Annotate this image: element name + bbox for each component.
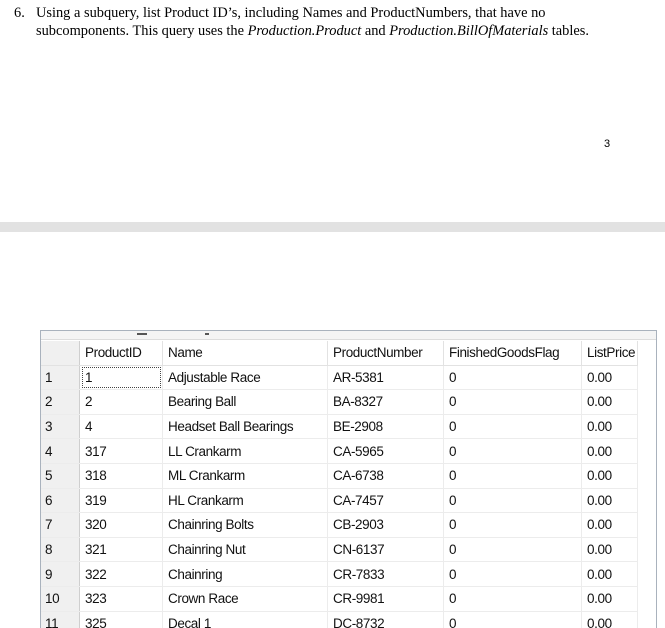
cell-productnumber[interactable]: CN-6137 [328, 537, 444, 562]
cell-listprice[interactable]: 0.00 [582, 488, 638, 513]
cell-listprice[interactable]: 0.00 [582, 513, 638, 538]
cell-listprice[interactable]: 0.00 [582, 463, 638, 488]
row-number[interactable]: 3 [41, 414, 80, 439]
cell-productid[interactable]: 325 [80, 611, 163, 628]
table-name-bill-of-materials: Production.BillOfMaterials [389, 23, 549, 39]
cell-productnumber[interactable]: CR-9981 [328, 586, 444, 611]
table-row[interactable] [41, 611, 638, 628]
cell-listprice[interactable]: 0.00 [582, 562, 638, 587]
header-row [41, 341, 638, 365]
cell-listprice[interactable]: 0.00 [582, 439, 638, 464]
row-number[interactable]: 1 [41, 365, 80, 390]
row-number-header[interactable] [41, 341, 80, 365]
document-page [0, 0, 665, 222]
cell-finishedgoodsflag[interactable]: 0 [444, 611, 582, 628]
column-header-listprice[interactable]: ListPrice [582, 341, 638, 365]
cell-name[interactable]: Crown Race [163, 586, 328, 611]
cell-productnumber[interactable]: CA-7457 [328, 488, 444, 513]
cell-name[interactable]: Decal 1 [163, 611, 328, 628]
cell-finishedgoodsflag[interactable]: 0 [444, 586, 582, 611]
cell-productid[interactable]: 323 [80, 586, 163, 611]
table-row[interactable] [41, 537, 638, 562]
cell-name[interactable]: Chainring [163, 562, 328, 587]
page-number: 3 [604, 138, 611, 150]
question-text [36, 4, 636, 40]
cell-finishedgoodsflag[interactable]: 0 [444, 414, 582, 439]
column-header-productnumber[interactable]: ProductNumber [328, 341, 444, 365]
row-number[interactable]: 6 [41, 488, 80, 513]
grid-header-marker [137, 333, 147, 335]
cell-name[interactable]: Adjustable Race [163, 365, 328, 390]
cell-productnumber[interactable]: DC-8732 [328, 611, 444, 628]
cell-productid[interactable]: 321 [80, 537, 163, 562]
cell-productnumber[interactable]: CA-6738 [328, 463, 444, 488]
page-break [0, 222, 665, 232]
row-number[interactable]: 4 [41, 439, 80, 464]
cell-finishedgoodsflag[interactable]: 0 [444, 365, 582, 390]
cell-finishedgoodsflag[interactable]: 0 [444, 513, 582, 538]
cell-productid[interactable]: 1 [80, 365, 163, 390]
cell-listprice[interactable]: 0.00 [582, 586, 638, 611]
cell-name[interactable]: LL Crankarm [163, 439, 328, 464]
row-number[interactable]: 9 [41, 562, 80, 587]
cell-productid[interactable]: 4 [80, 414, 163, 439]
question-number: 6. [14, 5, 25, 21]
cell-listprice[interactable]: 0.00 [582, 390, 638, 415]
table-row[interactable] [41, 488, 638, 513]
cell-productnumber[interactable]: BE-2908 [328, 414, 444, 439]
question-text-prefix: Using a subquery, list Product ID’s, including Names and ProductNumbers, that have no subcomponents. This query uses the [36, 5, 546, 39]
cell-productnumber[interactable]: CA-5965 [328, 439, 444, 464]
table-row[interactable] [41, 463, 638, 488]
table-row[interactable] [41, 513, 638, 538]
cell-productid[interactable]: 318 [80, 463, 163, 488]
cell-productnumber[interactable]: CR-7833 [328, 562, 444, 587]
cell-finishedgoodsflag[interactable]: 0 [444, 439, 582, 464]
cell-finishedgoodsflag[interactable]: 0 [444, 562, 582, 587]
row-number[interactable]: 11 [41, 611, 80, 628]
cell-name[interactable]: Bearing Ball [163, 390, 328, 415]
results-table [41, 341, 638, 628]
row-number[interactable]: 8 [41, 537, 80, 562]
grid-header-marker [205, 333, 209, 335]
cell-productid[interactable]: 322 [80, 562, 163, 587]
question-text-middle: and [361, 23, 390, 39]
cell-name[interactable]: Chainring Bolts [163, 513, 328, 538]
table-row[interactable] [41, 365, 638, 390]
results-grid-toolbar-edge [41, 331, 656, 340]
cell-finishedgoodsflag[interactable]: 0 [444, 390, 582, 415]
cell-name[interactable]: Headset Ball Bearings [163, 414, 328, 439]
question-text-suffix: tables. [548, 23, 589, 39]
row-number[interactable]: 7 [41, 513, 80, 538]
cell-name[interactable]: HL Crankarm [163, 488, 328, 513]
column-header-name[interactable]: Name [163, 341, 328, 365]
cell-productnumber[interactable]: BA-8327 [328, 390, 444, 415]
cell-productnumber[interactable]: CB-2903 [328, 513, 444, 538]
results-grid[interactable] [40, 330, 657, 628]
row-number[interactable]: 2 [41, 390, 80, 415]
cell-finishedgoodsflag[interactable]: 0 [444, 537, 582, 562]
cell-productid[interactable]: 2 [80, 390, 163, 415]
table-row[interactable] [41, 414, 638, 439]
cell-finishedgoodsflag[interactable]: 0 [444, 488, 582, 513]
column-header-finishedgoodsflag[interactable]: FinishedGoodsFlag [444, 341, 582, 365]
row-number[interactable]: 10 [41, 586, 80, 611]
results-body [41, 365, 638, 628]
table-name-product: Production.Product [247, 23, 362, 39]
cell-listprice[interactable]: 0.00 [582, 611, 638, 628]
cell-productid[interactable]: 317 [80, 439, 163, 464]
cell-productid[interactable]: 319 [80, 488, 163, 513]
cell-name[interactable]: ML Crankarm [163, 463, 328, 488]
table-row[interactable] [41, 586, 638, 611]
cell-listprice[interactable]: 0.00 [582, 537, 638, 562]
cell-name[interactable]: Chainring Nut [163, 537, 328, 562]
cell-productid[interactable]: 320 [80, 513, 163, 538]
column-header-productid[interactable]: ProductID [80, 341, 163, 365]
table-row[interactable] [41, 439, 638, 464]
cell-finishedgoodsflag[interactable]: 0 [444, 463, 582, 488]
cell-listprice[interactable]: 0.00 [582, 365, 638, 390]
table-row[interactable] [41, 390, 638, 415]
cell-listprice[interactable]: 0.00 [582, 414, 638, 439]
cell-productnumber[interactable]: AR-5381 [328, 365, 444, 390]
row-number[interactable]: 5 [41, 463, 80, 488]
table-row[interactable] [41, 562, 638, 587]
